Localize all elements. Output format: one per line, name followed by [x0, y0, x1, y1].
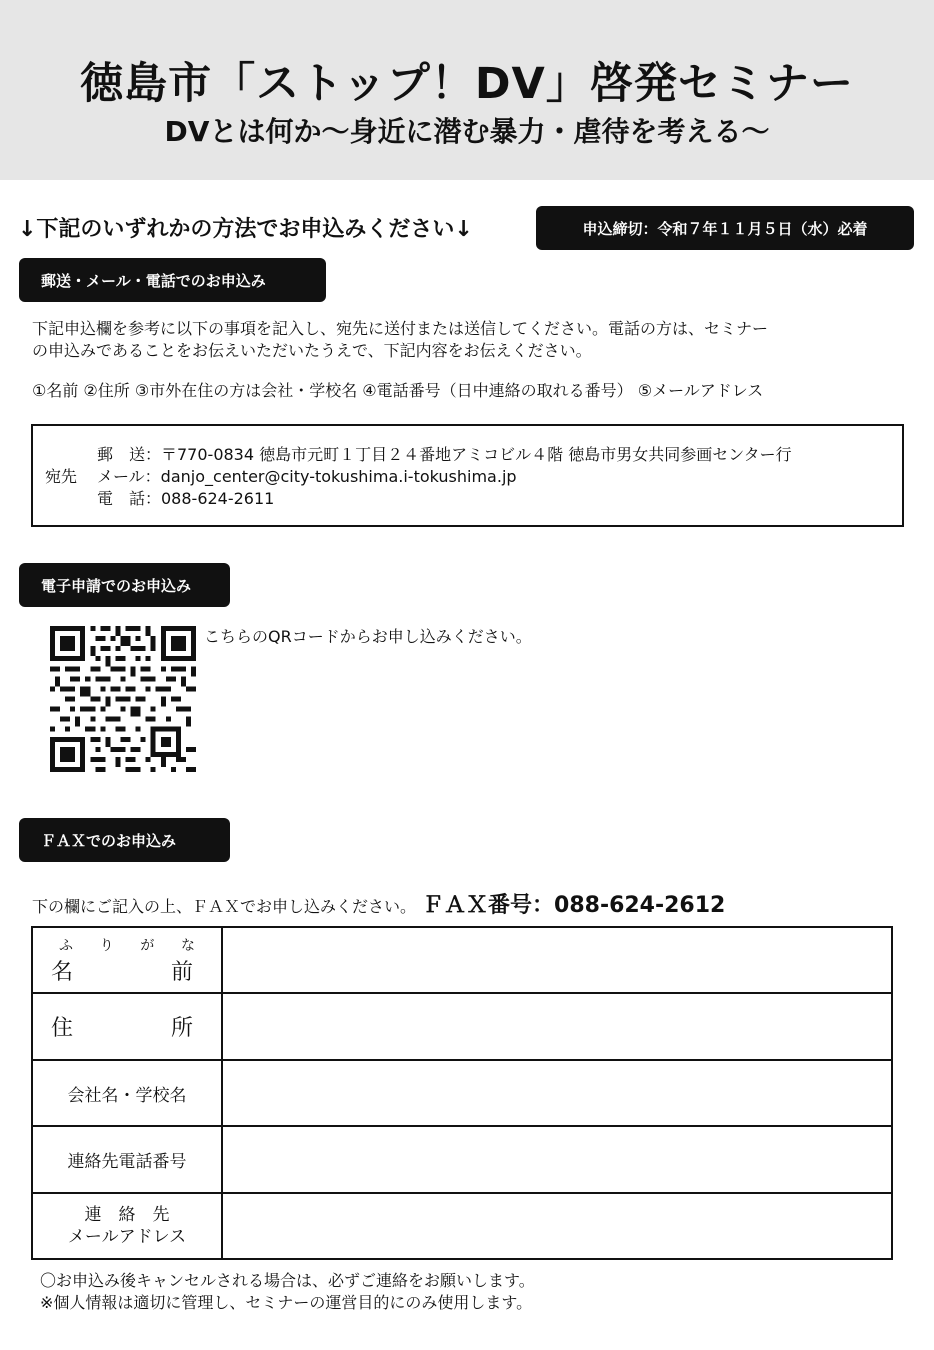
phone-label: 連絡先電話番号 [32, 1126, 222, 1193]
name-label: 名 前 [51, 959, 193, 985]
notes [40, 1270, 535, 1314]
form-row-name [32, 927, 892, 993]
fax-number: ＦＡＸ番号：088-624-2612 [422, 893, 726, 918]
address-lines [97, 444, 792, 510]
email-address[interactable]: メール：danjo_center@city-tokushima.i-tokushima.jp [97, 467, 517, 486]
page-subtitle: DVとは何か〜身近に潜む暴力・虐待を考える〜 [164, 115, 770, 148]
note-cancel: 〇お申込み後キャンセルされる場合は、必ずご連絡をお願いします。 [40, 1271, 535, 1290]
section-label-mail: 郵送・メール・電話でのお申込み [19, 258, 326, 302]
furigana-label: ふ り が な [59, 937, 195, 954]
mail-description-line1: 下記申込欄を参考に以下の事項を記入し、宛先に送付または送信してください。電話の方は、セミナー [32, 319, 769, 338]
form-row-company [32, 1060, 892, 1126]
section-label-online: 電子申請でのお申込み [19, 563, 230, 607]
postal-address: 郵 送：〒770-0834 徳島市元町１丁目２４番地アミコビル４階 徳島市男女共同参画センター行 [97, 445, 792, 464]
page-title: 徳島市「ストップ！DV」啓発セミナー [80, 59, 854, 109]
name-label-cell [32, 927, 222, 993]
mail-description-line2: の申込みであることをお伝えいただいたうえで、下記内容をお伝えください。 [32, 341, 592, 360]
form-row-phone [32, 1126, 892, 1193]
address-input-cell[interactable] [222, 993, 892, 1060]
company-label: 会社名・学校名 [32, 1060, 222, 1126]
note-privacy: ※個人情報は適切に管理し、セミナーの運営目的にのみ使用します。 [40, 1293, 533, 1312]
form-row-email [32, 1193, 892, 1259]
deadline-badge: 申込締切：令和７年１１月５日（水）必着 [536, 206, 914, 250]
address-label-cell [32, 993, 222, 1060]
email-label-line2: メールアドレス [67, 1227, 187, 1247]
mail-description [32, 318, 768, 362]
qr-code-icon[interactable] [50, 626, 196, 772]
name-input-cell[interactable] [222, 927, 892, 993]
fax-intro [32, 888, 725, 919]
instruction-text: ↓下記のいずれかの方法でお申込みください↓ [18, 217, 473, 242]
qr-instruction: こちらのQRコードからお申し込みください。 [204, 627, 532, 646]
email-label-cell [32, 1193, 222, 1259]
address-field-label: 住 所 [51, 1016, 193, 1041]
email-label-line1: 連 絡 先 [84, 1205, 170, 1225]
address-label: 宛先 [45, 467, 78, 486]
form-row-address [32, 993, 892, 1060]
section-label-fax: ＦＡＸでのお申込み [19, 818, 230, 862]
application-form [31, 926, 893, 1260]
email-input-cell[interactable] [222, 1193, 892, 1259]
required-items: ①名前 ②住所 ③市外在住の方は会社・学校名 ④電話番号（日中連絡の取れる番号） ⑤メールアドレス [32, 381, 764, 400]
address-box [31, 424, 904, 527]
fax-intro-text: 下の欄にご記入の上、ＦＡＸでお申し込みください。 [32, 897, 417, 916]
company-input-cell[interactable] [222, 1060, 892, 1126]
phone-input-cell[interactable] [222, 1126, 892, 1193]
phone-number: 電 話：088-624-2611 [97, 489, 275, 508]
